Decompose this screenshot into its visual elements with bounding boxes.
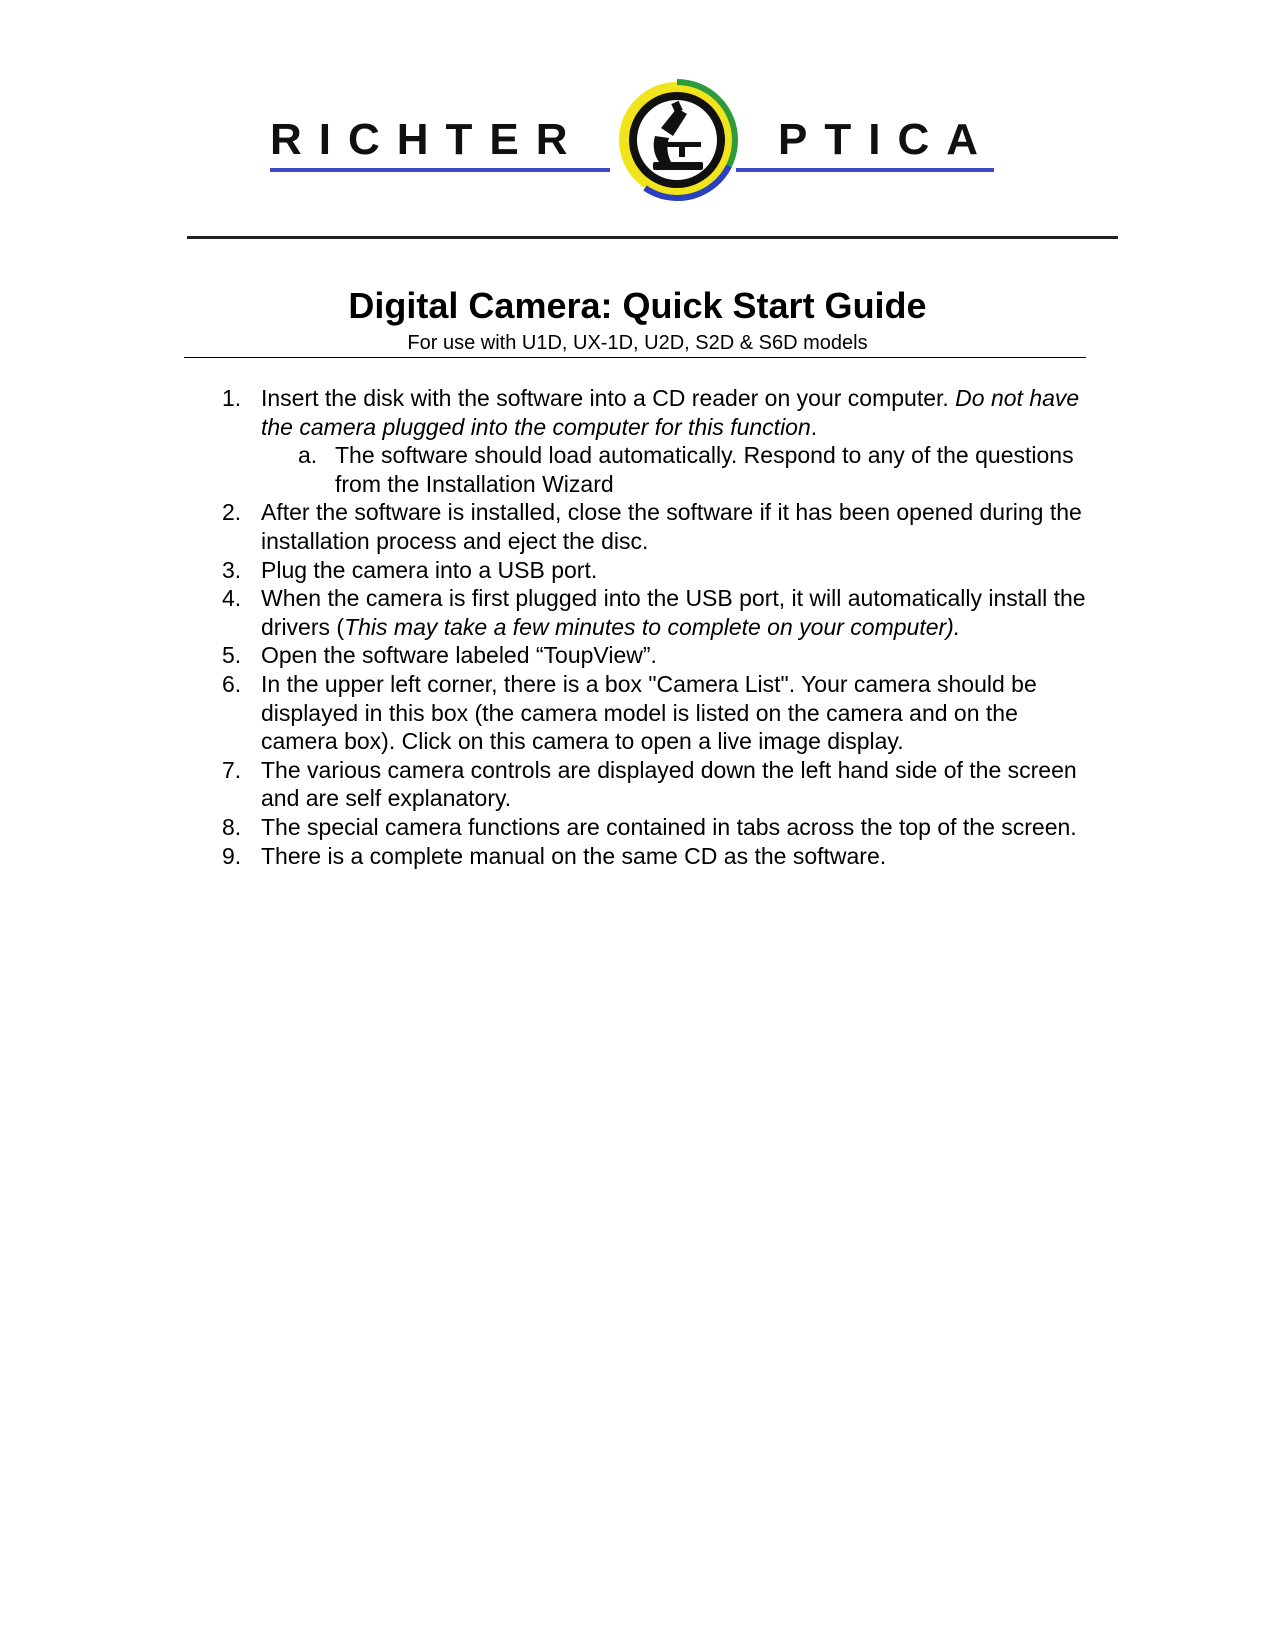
step-number: 4. <box>222 585 242 612</box>
logo-underline-left <box>270 168 610 172</box>
list-item <box>214 842 1094 871</box>
subtitle-divider <box>184 357 1086 358</box>
header-divider <box>187 236 1118 239</box>
instruction-list <box>214 384 1094 870</box>
step-number: 6. <box>222 670 242 697</box>
microscope-logo-icon <box>615 78 739 202</box>
step-text: When the camera is first plugged into the USB port, it will automatically install the drivers ( <box>261 585 1086 640</box>
step-number: 8. <box>222 813 242 840</box>
step-text: The various camera controls are displayed down the left hand side of the screen and are self explanatory. <box>261 756 1077 812</box>
step-number: 2. <box>222 499 242 526</box>
logo-text-left: RICHTER <box>270 115 585 164</box>
list-item <box>214 584 1094 641</box>
step-text: The special camera functions are contained in tabs across the top of the screen. <box>261 813 1077 840</box>
list-item <box>214 556 1094 585</box>
step-text-tail: . <box>810 413 818 440</box>
step-text: There is a complete manual on the same CD as the software. <box>261 842 887 869</box>
step-text: In the upper left corner, there is a box "Camera List". Your camera should be displayed in this box (the camera model is listed on the camera and on the camera box). Click on this camera to open a live image display. <box>261 670 1037 755</box>
step-text: After the software is installed, close the software if it has been opened during the installation process and eject the disc. <box>261 499 1082 554</box>
step-italic-note: Do not have the camera plugged into the computer for this function <box>261 385 1080 440</box>
sub-step-letter: a. <box>298 442 318 469</box>
sub-step-text: The software should load automatically. Respond to any of the questions from the Installation Wizard <box>335 442 1074 497</box>
list-item <box>214 756 1094 813</box>
list-item <box>214 813 1094 842</box>
step-italic-note: This may take a few minutes to complete on your computer). <box>344 613 961 640</box>
step-text: Plug the camera into a USB port. <box>261 556 598 583</box>
step-number: 5. <box>222 642 242 669</box>
step-number: 3. <box>222 556 242 583</box>
sub-list-item <box>261 441 1094 498</box>
list-item <box>214 641 1094 670</box>
logo-underline-right <box>736 168 994 172</box>
step-number: 9. <box>222 842 242 869</box>
list-item <box>214 670 1094 756</box>
company-logo <box>270 78 1000 198</box>
list-item <box>214 498 1094 555</box>
page-title: Digital Camera: Quick Start Guide <box>348 285 927 326</box>
step-text: Insert the disk with the software into a CD reader on your computer. <box>261 385 956 411</box>
page-subtitle: For use with U1D, UX-1D, U2D, S2D & S6D models <box>407 332 868 354</box>
list-item <box>214 384 1094 498</box>
logo-text-right: PTICA <box>778 115 995 164</box>
step-number: 1. <box>222 385 242 411</box>
step-text: Open the software labeled “ToupView”. <box>261 642 657 669</box>
step-number: 7. <box>222 756 242 783</box>
